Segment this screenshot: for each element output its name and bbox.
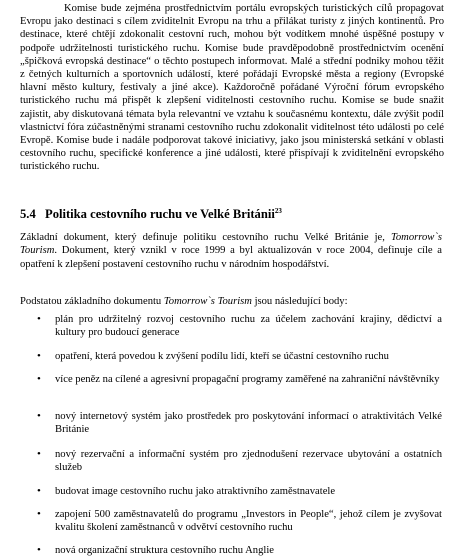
points-intro-text-1: Podstatou základního dokumentu — [20, 296, 164, 307]
bullet-icon: • — [37, 544, 41, 556]
list-item-text: opatření, která povedou k zvýšení podílu lidí, kteří se účastní cestovního ruchu — [55, 351, 389, 362]
list-item-text: nový rezervační a informační systém pro zjednodušení rezervace ubytování a ostatních služeb — [55, 449, 442, 474]
bullet-icon: • — [37, 373, 41, 385]
footnote-reference: 23 — [274, 207, 282, 215]
points-intro-text-2: jsou následující body: — [251, 296, 348, 307]
points-intro-paragraph — [20, 295, 442, 308]
bullet-icon: • — [37, 350, 41, 362]
section-number: 5.4 — [20, 207, 36, 222]
document-title-italic-2: Tomorrow`s Tourism — [163, 296, 252, 307]
list-item-text: plán pro udržitelný rozvoj cestovního ruchu za účelem zachování krajiny, dědictví a kultury pro budoucí generace — [55, 314, 442, 339]
bullet-icon: • — [37, 508, 41, 520]
list-item-text: nová organizační struktura cestovního ruchu Anglie — [55, 545, 274, 556]
policy-paragraph-text-1: Základní dokument, který definuje politiku cestovního ruchu Velké Británie je, — [20, 232, 391, 243]
bullet-icon: • — [37, 410, 41, 422]
bullet-icon: • — [37, 485, 41, 497]
policy-paragraph-text-2: . Dokument, který vznikl v roce 1999 a byl aktualizován v roce 2004, definuje cíle a opatření k zlepšení postavení cestovního ruchu v národním hospodářství. — [20, 245, 442, 270]
bullet-icon: • — [37, 448, 41, 460]
list-item-text: nový internetový systém jako prostředek pro poskytování informací o atraktivitách Velké Británie — [55, 411, 442, 436]
document-title-italic: Tomorrow`s Tourism — [20, 232, 442, 257]
policy-paragraph — [20, 231, 442, 271]
section-heading — [20, 207, 440, 222]
list-item-text: více peněz na cílené a agresivní propagační programy zaměřené na zahraniční návštěvníky — [55, 374, 440, 385]
list-item-text: budovat image cestovního ruchu jako atraktivního zaměstnavatele — [55, 486, 336, 497]
list-item-text: zapojení 500 zaměstnavatelů do programu „Investors in People“, jehož cílem je zvyšovat kvalitu školení zaměstnanců v odvětví cestovního ruchu — [55, 509, 442, 534]
bullet-icon: • — [37, 313, 41, 325]
section-title: Politika cestovního ruchu ve Velké Británii — [45, 207, 275, 222]
intro-paragraph: Komise bude zejména prostřednictvím portálu evropských turistických cílů propagovat Evropu jako destinaci s cílem zviditelnit Evropu na trhu a přilákat turisty z jiných kontinentů. Pro destinace, které chtějí zdokonalit cestovní ruch, mohou být vodítkem mnohé úspěšné postupy v podpoře udržitelnosti turistického ruchu. Komise bude pravděpodobně prostřednictvím ocenění „špičková evropská destinace“ o těchto postupech informovat. Malé a střední podniky mohou těžit z četných kulturních a sportovních událostí, které pořádají Evropské města a regiony (Evropské hlavní město kultury, festivaly a jiné akce). Každoročně pořádané Výroční fórum evropského turistického ruchu má přispět k zlepšení viditelnosti cestovního ruchu. Komise se bude snažit zajistit, aby diskutovaná témata byla relevantní ve vztahu k současnému kontextu, dále zvýšit podíl vlastnictví fóra zúčastněnými stranami cestovního ruchu zdokonalit viditelnost této události po celé Evropě. Komise bude i nadále podporovat takové iniciativy, jako jsou ministerská setkání v oblasti cestovního ruchu, specifické konference a jiné události, které přispívají k zviditelnění evropského turistického ruchu. — [20, 3, 444, 173]
